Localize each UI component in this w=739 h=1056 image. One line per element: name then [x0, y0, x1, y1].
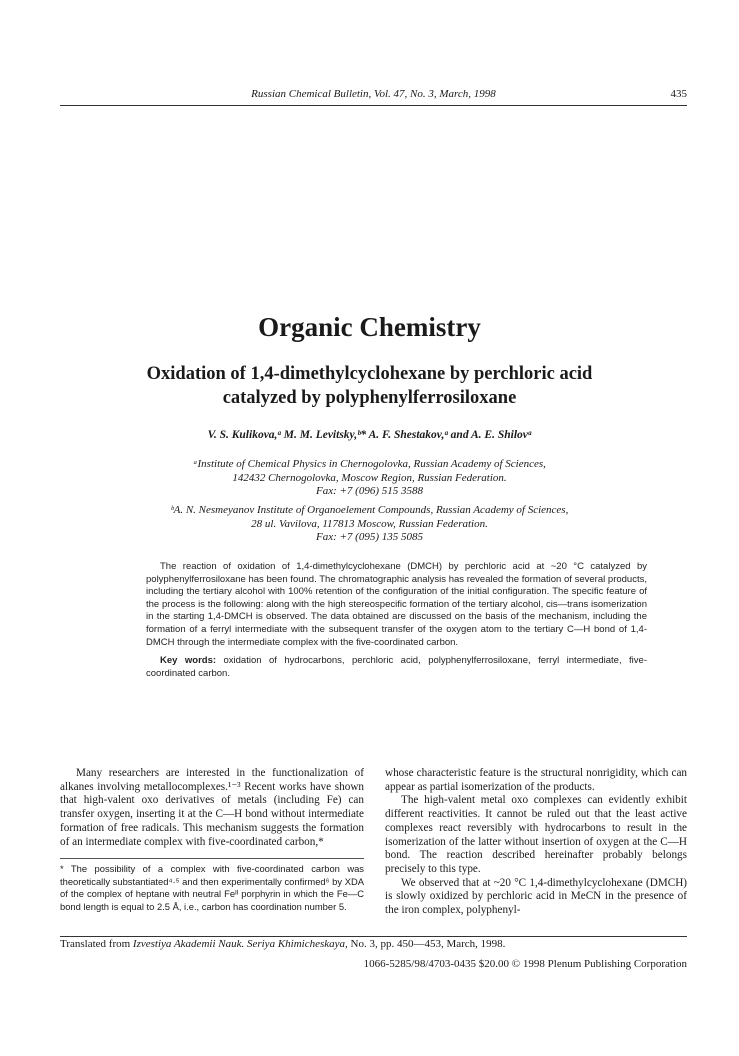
paper-title-line: Oxidation of 1,4-dimethylcyclohexane by perchloric acid — [146, 364, 593, 384]
abstract-text: The reaction of oxidation of 1,4-dimethylcyclohexane (DMCH) by perchloric acid at ~20 °C catalyzed by polyphenylferrosiloxane has been found. The chromatographic analysis has revealed the formation of several products, including the tertiary alcohol with 100% retention of the configuration of the initial configuration. The specific feature of the process is the following: along with the high stereospecific formation of the tertiary alcohol, cis—trans isomerization in the starting 1,4-DMCH is observed. The data obtained are discussed on the basis of the mechanism, including the formation of a ferryl intermediate with the subsequent transfer of the oxygen atom to the tertiary C—H bond of 1,4-DMCH through the intermediate complex with the five-coordinated carbon. — [146, 561, 647, 648]
affiliation-line: ᵇA. N. Nesmeyanov Institute of Organoelement Compounds, Russian Academy of Sciences, — [170, 504, 569, 516]
body-paragraph: whose characteristic feature is the structural nonrigidity, which can appear as partial isomerization of the products. — [385, 767, 687, 793]
translation-note — [60, 938, 505, 950]
page-number: 435 — [670, 88, 687, 100]
body-column-left — [60, 767, 364, 849]
section-title: Organic Chemistry — [258, 312, 481, 342]
affiliation-b — [0, 504, 739, 545]
affiliation-a — [0, 458, 739, 499]
translation-source: Izvestiya Akademii Nauk. Seriya Khimicheskaya, — [132, 938, 348, 950]
keywords-text: oxidation of hydrocarbons, perchloric acid, polyphenylferrosiloxane, ferryl intermediate, five-coordinated carbon. — [146, 655, 647, 679]
footnote: * The possibility of a complex with five-coordinated carbon was theoretically substantiated⁴·⁵ and then experimentally confirmed⁶ by XDA of the complex of heptane with neutral Feᴵᴵ porphyrin in which the Fe—C bond length is equal to 2.5 Å, i.e., carbon has coordination number 5. — [60, 858, 364, 913]
abstract — [146, 561, 647, 680]
keywords — [146, 655, 647, 680]
keywords-label: Key words: — [160, 655, 217, 667]
body-column-right — [385, 767, 687, 918]
affiliation-fax: Fax: +7 (096) 515 3588 — [315, 485, 423, 497]
body-paragraph: Many researchers are interested in the functionalization of alkanes involving metallocomplexes.¹⁻³ Recent works have shown that high-valent oxo derivatives of metals (including Fe) can transfer oxygen, inserting it at the C—H bond without intermediate formation of free radicals. This mechanism suggests the formation of an intermediate complex with five-coordinated carbon,* — [60, 767, 364, 848]
affiliation-fax: Fax: +7 (095) 135 5085 — [315, 531, 423, 543]
affiliation-line: ᵃInstitute of Chemical Physics in Chernogolovka, Russian Academy of Sciences, — [193, 458, 546, 470]
affiliation-line: 28 ul. Vavilova, 117813 Moscow, Russian Federation. — [251, 517, 488, 530]
author-list: V. S. Kulikova,ᵃ M. M. Levitsky,ᵇ* A. F. Shestakov,ᵃ and A. E. Shilovᵃ — [207, 429, 532, 441]
copyright-line: 1066-5285/98/4703-0435 $20.00 © 1998 Plenum Publishing Corporation — [363, 958, 687, 970]
journal-citation: Russian Chemical Bulletin, Vol. 47, No. 3, March, 1998 — [251, 88, 496, 100]
paper-title — [90, 362, 649, 410]
body-paragraph: We observed that at ~20 °C 1,4-dimethylcyclohexane (DMCH) is slowly oxidized by perchloric acid in MeCN in the presence of the iron complex, polyphenyl- — [385, 876, 687, 917]
body-paragraph: The high-valent metal oxo complexes can evidently exhibit different reactivities. It cannot be ruled out that the least active complexes react reversibly with hydrocarbons to result in the isomerization of the latter without insertion of oxygen at the C—H bond. The reaction described hereinafter probably belongs precisely to this type. — [385, 794, 687, 875]
translation-details: No. 3, pp. 450—453, March, 1998. — [347, 938, 506, 950]
running-head — [60, 87, 687, 106]
paper-title-line: catalyzed by polyphenylferrosiloxane — [222, 388, 517, 408]
translation-prefix: Translated from — [60, 938, 133, 950]
affiliation-line: 142432 Chernogolovka, Moscow Region, Russian Federation. — [232, 471, 507, 484]
footer-rule — [60, 936, 687, 937]
